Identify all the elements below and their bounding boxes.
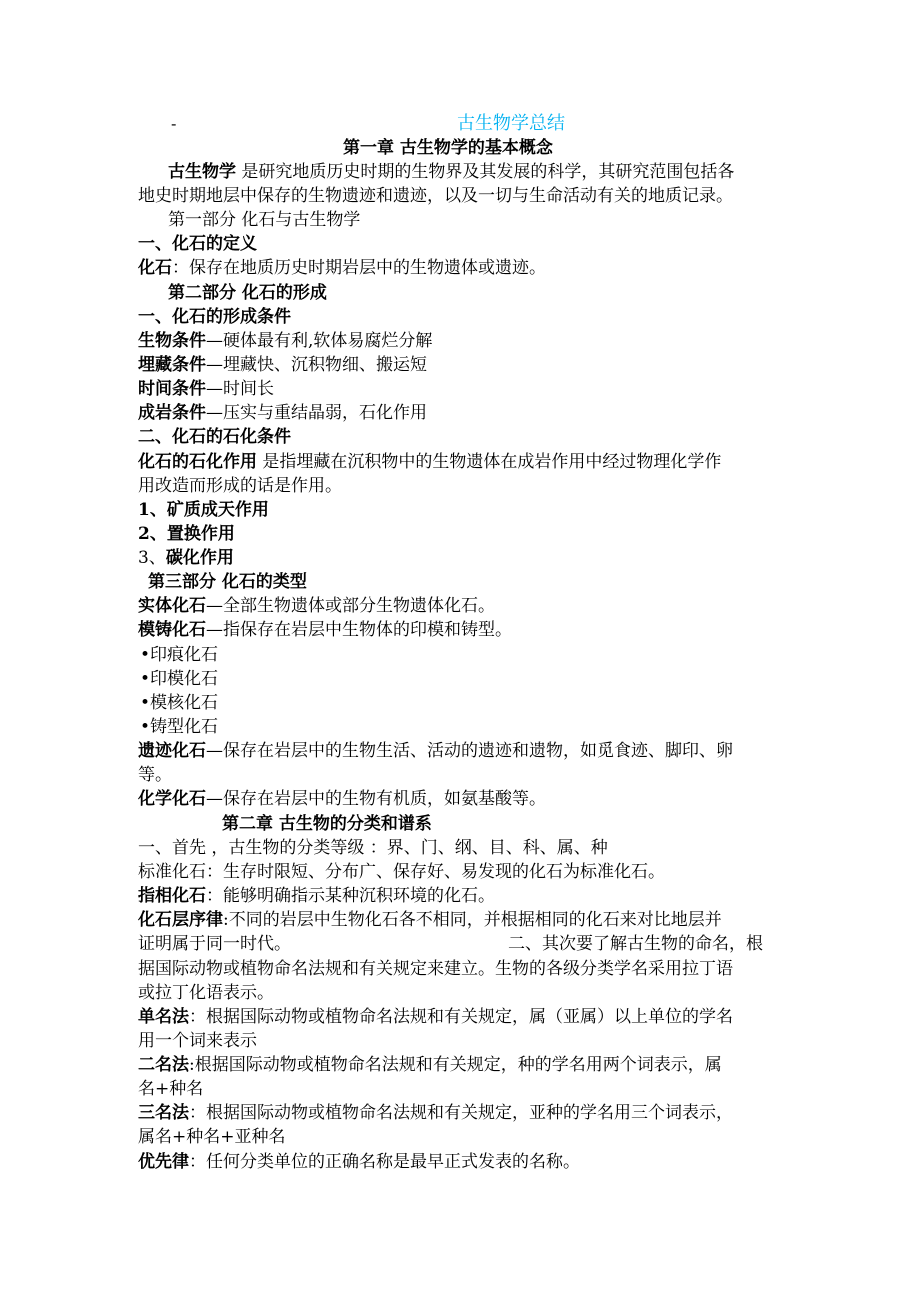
sequence-text: :不同的岩层中生物化石各不相同，并根据相同的化石来对比地层并 <box>223 910 722 930</box>
fossil-def-heading: 一、化石的定义 <box>138 234 257 254</box>
trace-fossil-text: —保存在岩层中的生物生活、活动的遗迹和遗物，如觅食迹、脚印、卵 <box>206 741 733 761</box>
fossil-def-text: ：保存在地质历史时期岩层中的生物遗体或遗迹。 <box>172 258 546 278</box>
trinomial-line2: 属名+种名+亚种名 <box>138 1127 286 1147</box>
petri-line1 <box>138 450 721 474</box>
mold-fossil-term: 模铸化石 <box>138 620 206 640</box>
cond-burial-line <box>138 353 427 377</box>
cond-time-term: 时间条件 <box>138 379 206 399</box>
cond-bio-term: 生物条件 <box>138 331 206 351</box>
facies-fossil-line <box>138 884 495 908</box>
trace-fossil-term: 遗迹化石 <box>138 741 206 761</box>
uninomial-text: ：根据国际动物或植物命名法规和有关规定，属（亚属）以上单位的学名 <box>189 1007 733 1027</box>
petri-heading: 二、化石的石化条件 <box>138 427 291 447</box>
part2-heading: 第二部分 化石的形成 <box>168 283 327 303</box>
mold-fossil-line <box>138 618 512 642</box>
intro-term: 古生物学 <box>168 162 236 182</box>
cond-time-line <box>138 377 274 401</box>
sequence-line3: 据国际动物或植物命名法规和有关规定来建立。生物的各级分类学名采用拉丁语 <box>138 959 733 979</box>
body-fossil-line <box>138 594 495 618</box>
binomial-line2: 名+种名 <box>138 1079 204 1099</box>
list-item-3 <box>138 546 234 570</box>
intro-line2: 地史时期地层中保存的生物遗迹和遗迹，以及一切与生命活动有关的地质记录。 <box>138 186 733 206</box>
sequence-line1 <box>138 908 722 932</box>
bullet-item: •印痕化石 <box>140 645 219 665</box>
part1-heading: 第一部分 化石与古生物学 <box>168 210 361 230</box>
body-fossil-text: —全部生物遗体或部分生物遗体化石。 <box>206 596 495 616</box>
fossil-def-line <box>138 256 546 280</box>
priority-term: 优先律 <box>138 1152 189 1172</box>
cond-time-text: —时间长 <box>206 379 274 399</box>
trinomial-term: 三名法 <box>138 1103 189 1123</box>
formation-heading: 一、化石的形成条件 <box>138 307 291 327</box>
priority-line <box>138 1150 580 1174</box>
naming-intro: 二、其次要了解古生物的命名，根 <box>508 934 763 954</box>
header-dash: - <box>171 114 177 133</box>
index-fossil-line: 标准化石：生存时限短、分布广、保存好、易发现的化石为标准化石。 <box>138 862 665 882</box>
uninomial-term: 单名法 <box>138 1007 189 1027</box>
uninomial-line2: 用一个词来表示 <box>138 1031 257 1051</box>
chapter2-heading: 第二章 古生物的分类和谱系 <box>222 814 432 834</box>
document-title: 古生物学总结 <box>457 113 565 134</box>
chem-fossil-text: —保存在岩层中的生物有机质，如氨基酸等。 <box>206 789 546 809</box>
binomial-text: :根据国际动物或植物命名法规和有关规定，种的学名用两个词表示，属 <box>189 1055 722 1075</box>
cond-bio-line <box>138 329 432 353</box>
sequence-term: 化石层序律 <box>138 910 223 930</box>
priority-text: ：任何分类单位的正确名称是最早正式发表的名称。 <box>189 1152 580 1172</box>
petri-text: 是指埋藏在沉积物中的生物遗体在成岩作用中经过物理化学作 <box>257 452 722 472</box>
trace-fossil-line2: 等。 <box>138 765 172 785</box>
list-item-2: 2、置换作用 <box>138 524 235 544</box>
binomial-line1 <box>138 1053 722 1077</box>
intro-text: 是研究地质历史时期的生物界及其发展的科学，其研究范围包括各 <box>236 162 735 182</box>
rank-line: 一、首先 ，古生物的分类等级 ：界、门、纲、目、科、属、种 <box>138 838 608 858</box>
fossil-term: 化石 <box>138 258 172 278</box>
intro-line1 <box>168 160 734 184</box>
list-item-3-text: 碳化作用 <box>165 548 234 568</box>
cond-rock-text: —压实与重结晶弱，石化作用 <box>206 403 427 423</box>
uninomial-line1 <box>138 1005 733 1029</box>
cond-burial-term: 埋藏条件 <box>138 355 206 375</box>
sequence-line2a: 证明属于同一时代。 <box>138 934 291 954</box>
sequence-line4: 或拉丁化语表示。 <box>138 983 274 1003</box>
cond-bio-text: —硬体最有利,软体易腐烂分解 <box>206 331 433 351</box>
part3-heading: 第三部分 化石的类型 <box>148 572 307 592</box>
petri-term: 化石的石化作用 <box>138 452 257 472</box>
cond-rock-line <box>138 401 427 425</box>
trace-fossil-line1 <box>138 739 733 763</box>
body-fossil-term: 实体化石 <box>138 596 206 616</box>
cond-burial-text: —埋藏快、沉积物细、搬运短 <box>206 355 427 375</box>
facies-fossil-term: 指相化石 <box>138 886 206 906</box>
binomial-term: 二名法 <box>138 1055 189 1075</box>
mold-fossil-text: —指保存在岩层中生物体的印模和铸型。 <box>206 620 512 640</box>
bullet-item: •印模化石 <box>140 669 219 689</box>
bullet-item: •模核化石 <box>140 693 219 713</box>
petri-line2: 用改造而形成的话是作用。 <box>138 476 342 496</box>
chem-fossil-term: 化学化石 <box>138 789 206 809</box>
trinomial-text: ：根据国际动物或植物命名法规和有关规定，亚种的学名用三个词表示， <box>189 1103 733 1123</box>
cond-rock-term: 成岩条件 <box>138 403 206 423</box>
trinomial-line1 <box>138 1101 733 1125</box>
chapter1-heading: 第一章 古生物学的基本概念 <box>343 138 553 158</box>
list-item-3-num: 3、 <box>138 548 166 568</box>
list-item-1: 1、矿质成天作用 <box>138 500 269 520</box>
facies-fossil-text: ：能够明确指示某种沉积环境的化石。 <box>206 886 495 906</box>
bullet-item: •铸型化石 <box>140 717 219 737</box>
chem-fossil-line <box>138 787 546 811</box>
